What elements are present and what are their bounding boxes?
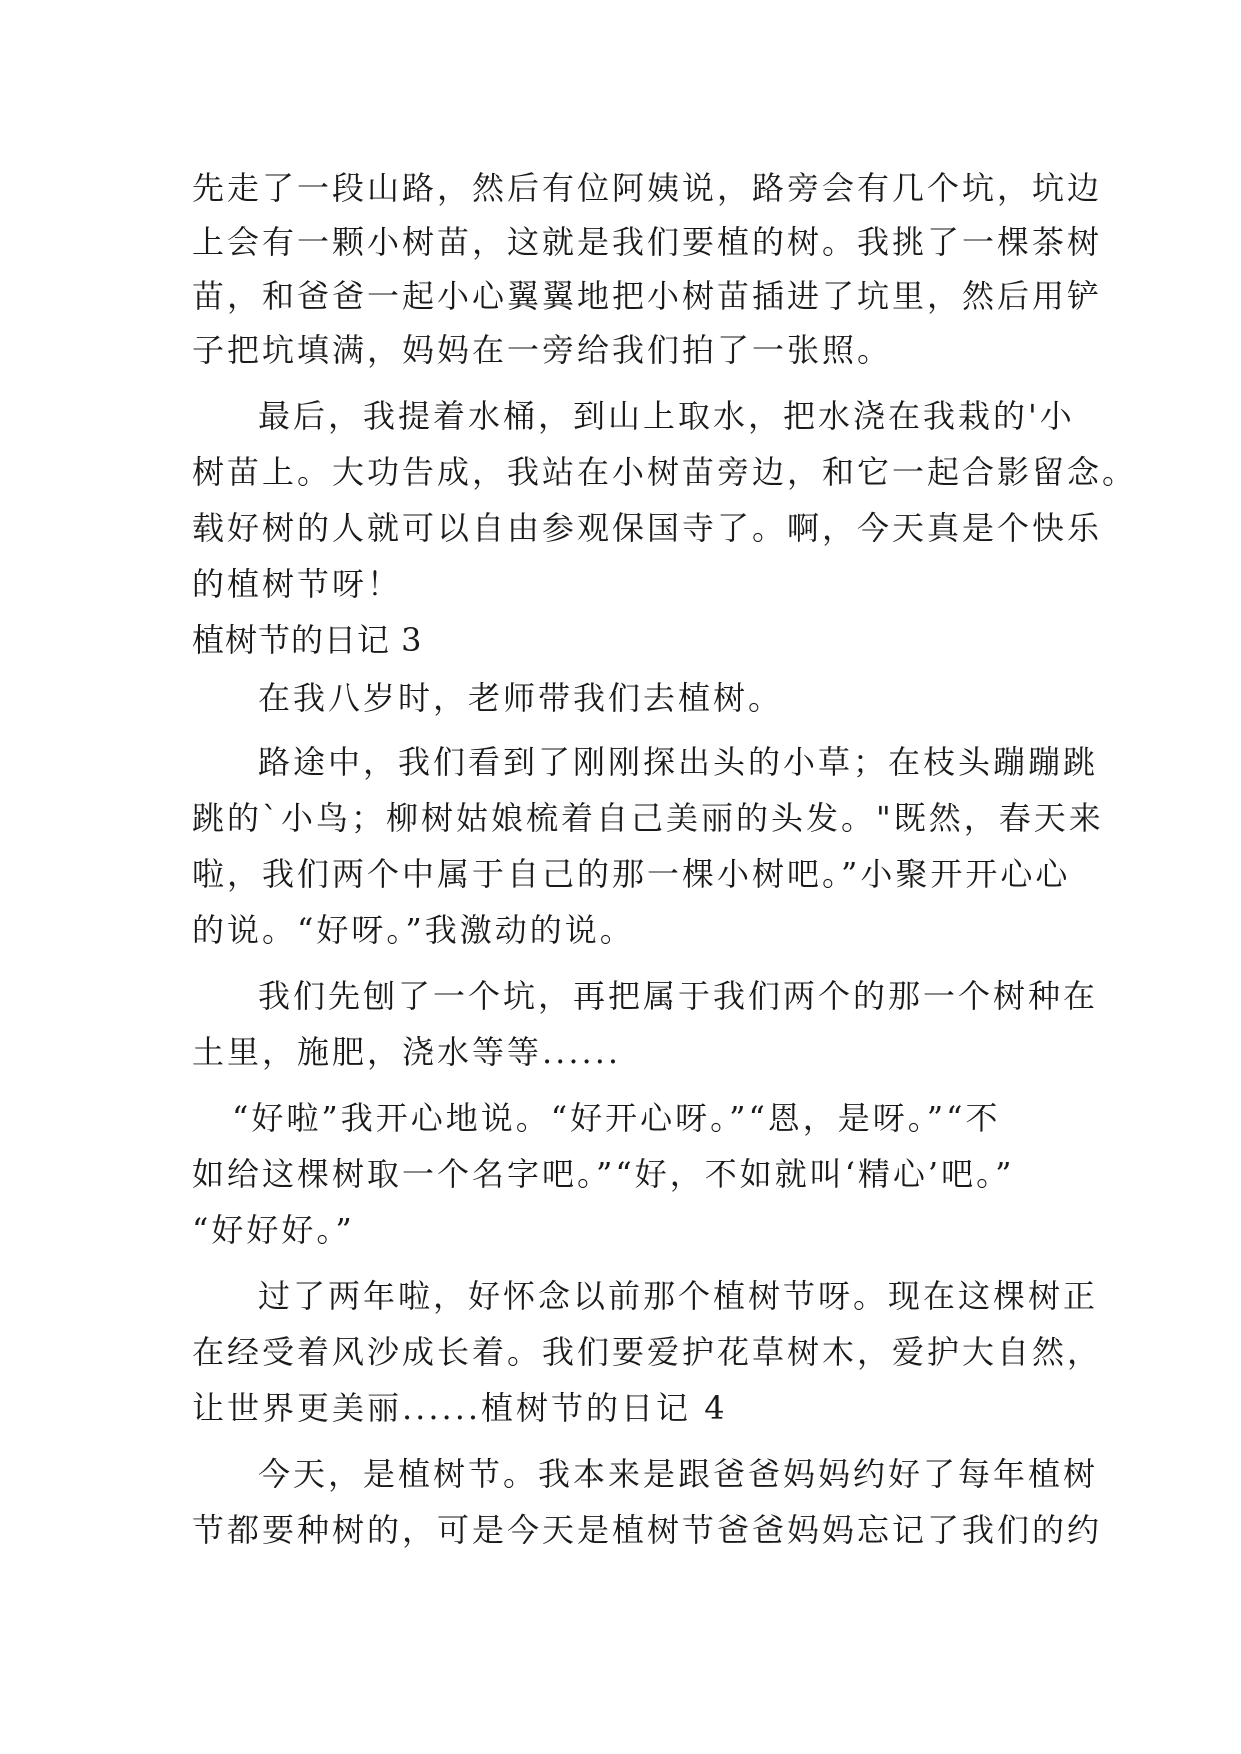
text-line: 啦，我们两个中属于自己的那一棵小树吧。”小聚开开心心 [192, 855, 1071, 893]
text-line: 我们先刨了一个坑，再把属于我们两个的那一个树种在 [258, 977, 1099, 1015]
text-line: 如给这棵树取一个名字吧。”“好，不如就叫‘精心’吧。” [192, 1155, 1015, 1193]
text-line: 子把坑填满，妈妈在一旁给我们拍了一张照。 [192, 331, 893, 369]
text-line: “好好好。” [192, 1211, 355, 1249]
text-line: 跳的`小鸟；柳树姑娘梳着自己美丽的头发。"既然，春天来 [192, 799, 1104, 837]
section-heading: 植树节的日记 3 [192, 621, 423, 659]
text-line: 让世界更美丽......植树节的日记 4 [192, 1389, 728, 1427]
text-line: 节都要种树的，可是今天是植树节爸爸妈妈忘记了我们的约 [192, 1511, 1103, 1549]
text-line: 最后，我提着水桶，到山上取水，把水浇在我栽的'小 [258, 397, 1075, 435]
text-line: 上会有一颗小树苗，这就是我们要植的树。我挑了一棵茶树 [192, 223, 1103, 261]
text-line: 载好树的人就可以自由参观保国寺了。啊，今天真是个快乐 [192, 509, 1103, 547]
text-line: 苗，和爸爸一起小心翼翼地把小树苗插进了坑里，然后用铲 [192, 277, 1103, 315]
text-line: 在我八岁时，老师带我们去植树。 [258, 679, 784, 717]
text-line: 今天，是植树节。我本来是跟爸爸妈妈约好了每年植树 [258, 1455, 1099, 1493]
text-line: 土里，施肥，浇水等等...... [192, 1033, 622, 1071]
text-line: 路途中，我们看到了刚刚探出头的小草；在枝头蹦蹦跳 [258, 743, 1099, 781]
text-line: 先走了一段山路，然后有位阿姨说，路旁会有几个坑，坑边 [192, 169, 1103, 207]
text-line: “好啦”我开心地说。“好开心呀。”“恩，是呀。”“不 [232, 1099, 1001, 1137]
text-line: 的说。“好呀。”我激动的说。 [192, 911, 635, 949]
text-line: 树苗上。大功告成，我站在小树苗旁边，和它一起合影留念。 [192, 453, 1138, 491]
text-line: 过了两年啦，好怀念以前那个植树节呀。现在这棵树正 [258, 1277, 1099, 1315]
text-line: 在经受着风沙成长着。我们要爱护花草树木，爱护大自然， [192, 1333, 1103, 1371]
text-line: 的植树节呀！ [192, 565, 403, 603]
